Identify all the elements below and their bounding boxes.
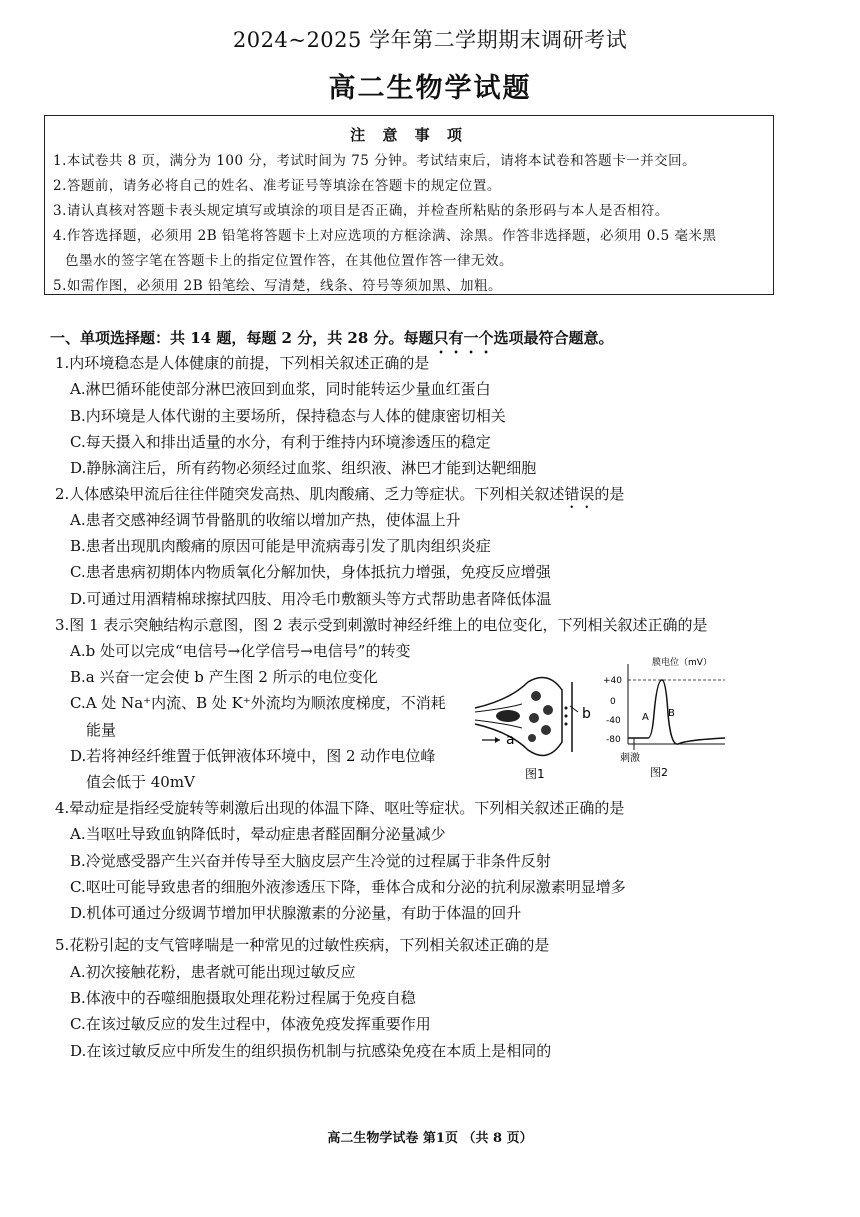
question-3-option-b: B.a 兴奋一定会使 b 产生图 2 所示的电位变化 xyxy=(70,668,378,686)
question-1-option-c: C.每天摄入和排出适量的水分，有利于维持内环境渗透压的稳定 xyxy=(70,433,491,451)
figure-2-stimulus-label: 刺激 xyxy=(620,753,640,764)
figure-1-caption: 图1 xyxy=(525,767,545,781)
notice-box xyxy=(44,115,774,295)
question-1-option-b: B.内环境是人体代谢的主要场所，保持稳态与人体的健康密切相关 xyxy=(70,407,506,425)
figure-2-tick-minus80: -80 xyxy=(606,735,621,745)
vesicle xyxy=(531,691,541,701)
figure-1-synapse xyxy=(470,660,610,785)
question-5-option-d: D.在该过敏反应中所发生的组织损伤机制与抗感染免疫在本质上是相同的 xyxy=(70,1042,552,1060)
figure-1-label-a: a xyxy=(506,732,515,748)
figure-1-label-b: b xyxy=(582,706,591,722)
section-heading: 一、单项选择题：共 14 题，每题 2 分，共 28 分。每题只有一个选项最符合题意。 xyxy=(50,329,614,347)
question-4-option-b: B.冷觉感受器产生兴奋并传导至大脑皮层产生冷觉的过程属于非条件反射 xyxy=(70,852,551,870)
notice-heading: 注 意 事 项 xyxy=(350,126,468,144)
vesicle xyxy=(528,734,536,742)
figure-2-label-A: A xyxy=(642,712,649,723)
mitochondrion xyxy=(496,710,520,722)
question-3-option-d-cont: 值会低于 40mV xyxy=(86,773,195,791)
question-5-option-c: C.在该过敏反应的发生过程中，体液免疫发挥重要作用 xyxy=(70,1015,431,1033)
figure-2-tick-plus40: +40 xyxy=(603,676,622,686)
figure-2-tick-minus40: -40 xyxy=(606,716,621,726)
exam-title: 2024~2025 学年第二学期期末调研考试 xyxy=(232,28,628,52)
figure-2-tick-0: 0 xyxy=(610,697,616,707)
transmitter-dot xyxy=(565,723,568,726)
question-1-option-d: D.静脉滴注后，所有药物必须经过血浆、组织液、淋巴才能到达靶细胞 xyxy=(70,459,537,477)
question-2-option-c: C.患者患病初期体内物质氧化分解加快，身体抵抗力增强，免疫反应增强 xyxy=(70,563,551,581)
question-3-option-a: A.b 处可以完成“电信号→化学信号→电信号”的转变 xyxy=(70,642,411,660)
question-4-option-d: D.机体可通过分级调节增加甲状腺激素的分泌量，有助于体温的回升 xyxy=(70,904,522,922)
figure-2-caption: 图2 xyxy=(650,766,668,779)
question-2-stem: 2.人体感染甲流后往往伴随突发高热、肌肉酸痛、乏力等症状。下列相关叙述错误的是 xyxy=(55,485,625,503)
question-1-stem: 1.内环境稳态是人体健康的前提，下列相关叙述正确的是 xyxy=(55,354,430,372)
question-5-option-b: B.体液中的吞噬细胞摄取处理花粉过程属于免疫自稳 xyxy=(70,989,416,1007)
question-3-option-c: C.A 处 Na⁺内流、B 处 K⁺外流均为顺浓度梯度，不消耗 xyxy=(70,694,446,712)
page-footer: 高二生物学试卷 第1页 （共 8 页） xyxy=(327,1131,533,1146)
question-5-stem: 5.花粉引起的支气管哮喘是一种常见的过敏性疾病，下列相关叙述正确的是 xyxy=(55,936,550,954)
question-3-stem: 3.图 1 表示突触结构示意图，图 2 表示受到刺激时神经纤维上的电位变化，下列相关叙述正确的是 xyxy=(55,616,708,634)
notice-line-5: 5.如需作图，必须用 2B 铅笔绘、写清楚，线条、符号等须加黑、加粗。 xyxy=(53,278,502,294)
vesicle xyxy=(543,705,553,715)
question-2-option-b: B.患者出现肌肉酸痛的原因可能是甲流病毒引发了肌肉组织炎症 xyxy=(70,537,491,555)
question-2-option-d: D.可通过用酒精棉球擦拭四肢、用冷毛巾敷额头等方式帮助患者降低体温 xyxy=(70,590,552,608)
notice-line-3: 3.请认真核对答题卡表头规定填写或填涂的项目是否正确，并检查所粘贴的条形码与本人是否相符。 xyxy=(53,203,669,219)
label-b-pointer xyxy=(570,706,578,712)
figure-2-label-B: B xyxy=(668,708,675,719)
notice-line-1: 1.本试卷共 8 页，满分为 100 分，考试时间为 75 分钟。考试结束后，请将本试卷和答题卡一并交回。 xyxy=(53,153,697,169)
subject-title: 高二生物学试题 xyxy=(328,73,532,104)
vesicle xyxy=(541,725,551,735)
notice-line-4: 4.作答选择题，必须用 2B 铅笔将答题卡上对应选项的方框涂满、涂黑。作答非选择题，必须用 0.5 毫米黑 xyxy=(53,228,717,244)
question-2-option-a: A.患者交感神经调节骨骼肌的收缩以增加产热，使体温上升 xyxy=(70,511,461,529)
notice-line-4-cont: 色墨水的签字笔在答题卡上的指定位置作答，在其他位置作答一律无效。 xyxy=(65,253,513,269)
question-5-option-a: A.初次接触花粉，患者就可能出现过敏反应 xyxy=(70,963,356,981)
question-4-stem: 4.晕动症是指经受旋转等刺激后出现的体温下降、呕吐等症状。下列相关叙述正确的是 xyxy=(55,799,625,817)
question-1-option-a: A.淋巴循环能使部分淋巴液回到血浆，同时能转运少量血红蛋白 xyxy=(70,380,491,398)
question-3-option-d: D.若将神经纤维置于低钾液体环境中，图 2 动作电位峰 xyxy=(70,747,436,765)
axon-line-lower xyxy=(475,720,522,728)
transmitter-dot xyxy=(565,707,568,710)
vesicle xyxy=(529,713,539,723)
notice-line-2: 2.答题前，请务必将自己的姓名、准考证号等填涂在答题卡的规定位置。 xyxy=(53,178,501,194)
axon-line-upper xyxy=(475,704,522,712)
question-4-option-c: C.呕吐可能导致患者的细胞外液渗透压下降，垂体合成和分泌的抗利尿激素明显增多 xyxy=(70,878,626,896)
question-3-option-c-cont: 能量 xyxy=(86,721,117,739)
question-4-option-a: A.当呕吐导致血钠降低时，晕动症患者醛固酮分泌量减少 xyxy=(70,825,446,843)
figure-2-action-potential xyxy=(600,654,730,779)
transmitter-dot xyxy=(565,715,568,718)
figure-2-ylabel: 膜电位（mV） xyxy=(652,658,712,668)
arrow-a-head xyxy=(495,737,500,743)
